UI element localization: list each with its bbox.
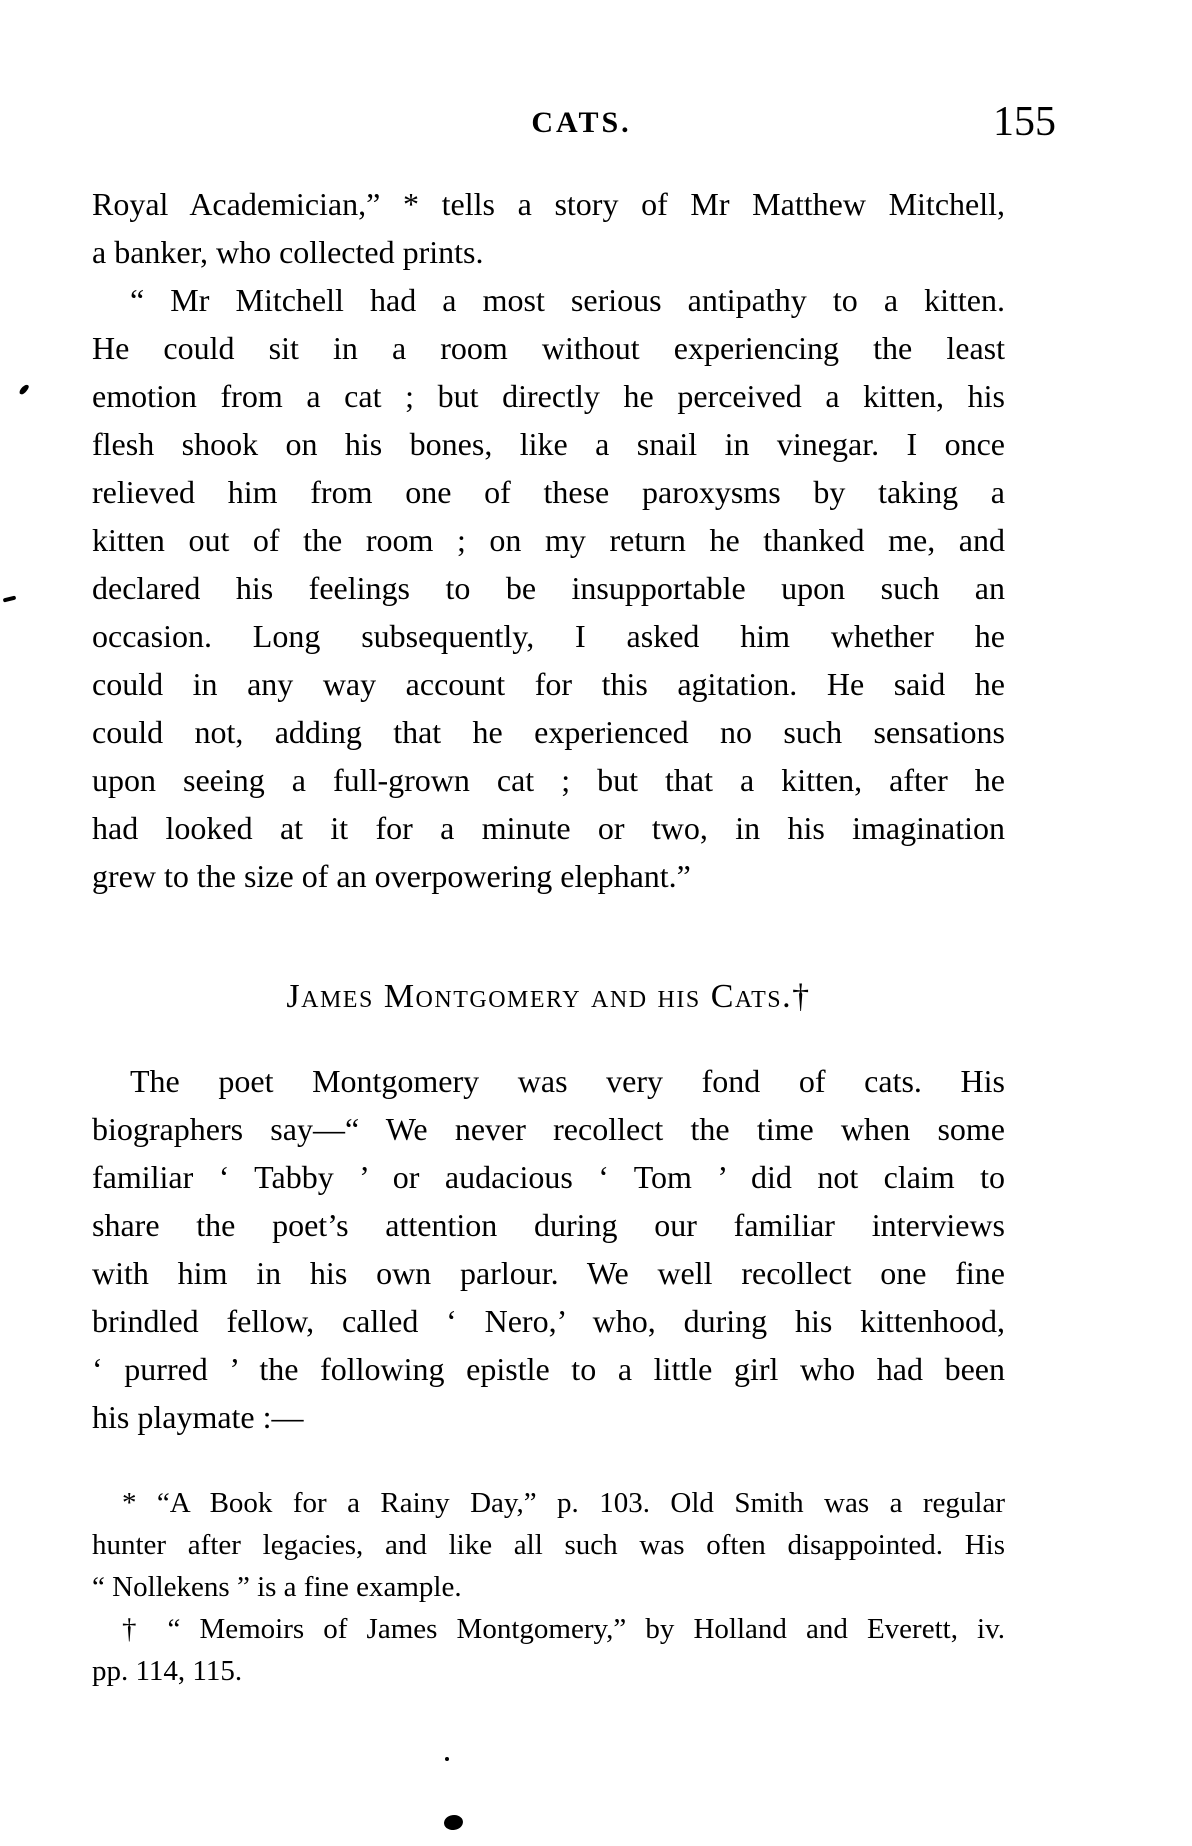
footnote-line: † “ Memoirs of James Montgomery,” by Holland and Everett, iv. [122,1613,1005,1645]
mitchell-anecdote-paragraph [92,276,1005,900]
running-head-title: CATS. [531,106,632,139]
continuation-paragraph [92,180,1005,276]
page-number: 155 [993,99,1056,145]
section-heading: James Montgomery and his Cats.† [286,978,811,1015]
text-line: ‘ purred ’ the following epistle to a little girl who had been [92,1351,1005,1387]
text-line: upon seeing a full-grown cat ; but that a kitten, after he [92,762,1005,798]
text-line: his playmate :— [92,1399,304,1435]
text-line: emotion from a cat ; but directly he perceived a kitten, his [92,378,1005,414]
text-line: a banker, who collected prints. [92,234,484,270]
text-line: declared his feelings to be insupportable upon such an [92,570,1005,606]
footnote-line: pp. 114, 115. [92,1655,243,1687]
text-line: with him in his own parlour. We well recollect one fine [92,1255,1005,1291]
text-line: grew to the size of an overpowering elephant.” [92,858,691,894]
text-line: share the poet’s attention during our familiar interviews [92,1207,1005,1243]
text-line: had looked at it for a minute or two, in his imagination [92,810,1005,846]
text-line: biographers say—“ We never recollect the time when some [92,1111,1005,1147]
ink-dot-small [445,1757,449,1761]
text-line: flesh shook on his bones, like a snail in vinegar. I once [92,426,1005,462]
montgomery-paragraph [92,1057,1005,1441]
text-line: occasion. Long subsequently, I asked him whether he [92,618,1005,654]
footnote-line: hunter after legacies, and like all such was often disappointed. His [92,1529,1005,1561]
text-line: could not, adding that he experienced no such sensations [92,714,1005,750]
footnote-2 [92,1608,1005,1692]
main-text-block [92,180,1005,900]
text-line: kitten out of the room ; on my return he thanked me, and [92,522,1005,558]
printer-ornament-dot [443,1814,464,1831]
text-line: “ Mr Mitchell had a most serious antipathy to a kitten. [130,282,1005,318]
footnote-line: * “A Book for a Rainy Day,” p. 103. Old Smith was a regular [122,1487,1005,1519]
footnote-line: “ Nollekens ” is a fine example. [92,1571,462,1603]
ink-speck-dash [3,595,17,602]
footnotes-block [92,1482,1005,1692]
ink-speck-apostrophe [18,384,30,396]
text-line: relieved him from one of these paroxysms by taking a [92,474,1005,510]
text-line: could in any way account for this agitation. He said he [92,666,1005,702]
text-line: familiar ‘ Tabby ’ or audacious ‘ Tom ’ did not claim to [92,1159,1005,1195]
footnote-1 [92,1482,1005,1608]
text-line: The poet Montgomery was very fond of cats. His [130,1063,1005,1099]
text-line: He could sit in a room without experiencing the least [92,330,1005,366]
text-line: Royal Academician,” * tells a story of Mr Matthew Mitchell, [92,186,1005,222]
text-line: brindled fellow, called ‘ Nero,’ who, during his kittenhood, [92,1303,1005,1339]
